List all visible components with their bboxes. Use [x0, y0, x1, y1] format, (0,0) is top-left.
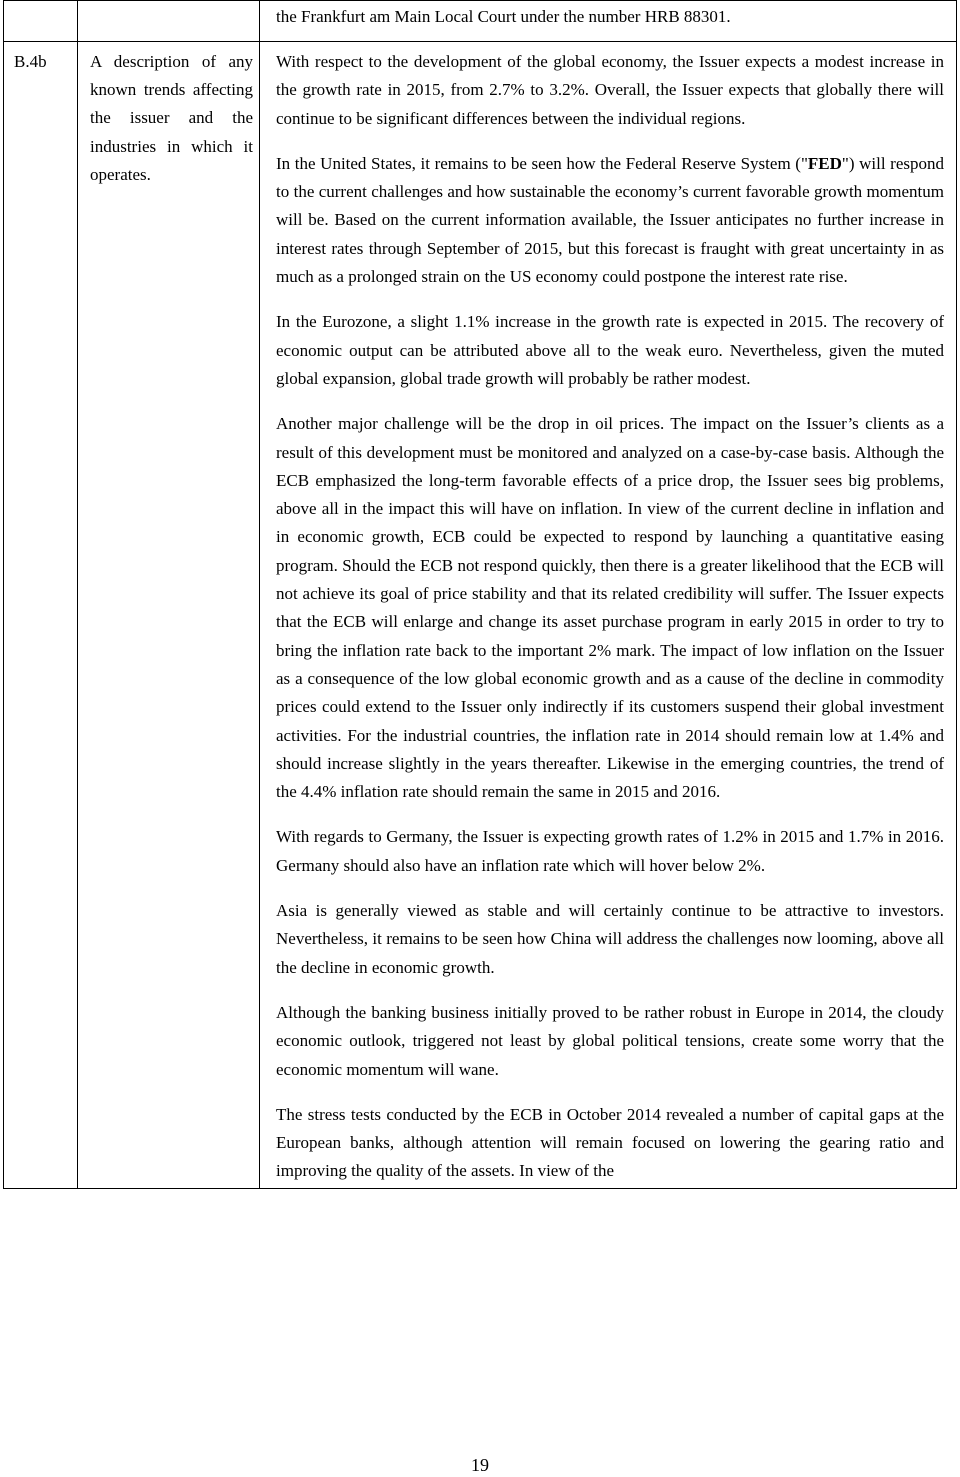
paragraph-global-economy: With respect to the development of the global economy, the Issuer expects a modest increase in the growth rate in 2015, from 2.7% to 3.2%. Overall, the Issuer expects that globally there will continue to be significant differences between the individual regions. [276, 52, 944, 128]
paragraph-united-states-end: ") will respond to the current challenges and how sustainable the economy’s current favorable growth momentum will be. Based on the current information available, the Issuer anticipates no further increase in interest rates through September of 2015, but this forecast is fraught with great uncertainty in as much as a prolonged strain on the US economy could postpone the interest rate rise. [276, 153, 944, 287]
table-row-b4b [4, 42, 957, 1189]
empty-id-cell [4, 1, 78, 42]
table-row-continued [4, 1, 957, 42]
paragraph-oil-prices: Another major challenge will be the drop in oil prices. The impact on the Issuer’s clients as a result of this development must be monitored and analyzed on a case-by-case basis. Although the ECB emphasized the long-term favorable effects of a price drop, the Issuer sees big problems, above all in the impact this will have on inflation. In view of the current decline in inflation and in economic growth, ECB could be expected to respond by launching a quantitative easing program. Should the ECB not respond quickly, then there is a greater likelihood that the ECB will not achieve its goal of price stability and that its related credibility will suffer. The Issuer expects that the ECB will enlarge and change its asset purchase program in early 2015 in order to try to bring the inflation rate back to the important 2% mark. The impact of low inflation on the Issuer as a consequence of the low global economic growth and as a cause of the decline in commodity prices could extend to the Issuer only indirectly if its customers suspend their global investment activities. For the industrial countries, the inflation rate in 2014 should remain low at 1.4% and should increase slightly in the years thereafter. Likewise in the emerging countries, the trend of the 4.4% inflation rate should remain the same in 2015 and 2016. [276, 414, 944, 802]
paragraph-asia: Asia is generally viewed as stable and will certainly continue to be attractive to investors. Nevertheless, it remains to be seen how China will address the challenges now looming, above all the decline in economic growth. [276, 901, 944, 977]
summary-table [3, 0, 957, 1189]
paragraph-united-states-start: In the United States, it remains to be seen how the Federal Reserve System (" [276, 153, 808, 173]
section-content-cell [260, 42, 957, 1189]
section-id-cell [4, 42, 78, 1189]
paragraph-eurozone: In the Eurozone, a slight 1.1% increase in the growth rate is expected in 2015. The recovery of economic output can be attributed above all to the weak euro. Nevertheless, given the muted global expansion, global trade growth will probably be rather modest. [276, 312, 944, 388]
fed-defined-term: FED [807, 153, 842, 173]
section-label-cell [78, 42, 260, 1189]
paragraph-banking-business: Although the banking business initially proved to be rather robust in Europe in 2014, the cloudy economic outlook, triggered not least by global political tensions, create some worry that the economic momentum will wane. [276, 1002, 944, 1079]
page-number: 19 [471, 1455, 489, 1475]
section-id: B.4b [14, 52, 47, 71]
continued-text: the Frankfurt am Main Local Court under the number HRB 88301. [276, 7, 731, 26]
empty-label-cell [78, 1, 260, 42]
paragraph-stress-tests: The stress tests conducted by the ECB in October 2014 revealed a number of capital gaps at the European banks, although attention will remain focused on lowering the gearing ratio and improving the quality of the assets. In view of the [276, 1104, 944, 1181]
section-label: A description of any known trends affecting the issuer and the industries in which it operates. [90, 52, 253, 184]
section-content [260, 42, 956, 1186]
paragraph-united-states [276, 150, 944, 291]
paragraph-germany: With regards to Germany, the Issuer is expecting growth rates of 1.2% in 2015 and 1.7% in 2016. Germany should also have an inflation rate which will hover below 2%. [276, 827, 944, 875]
continued-text-cell [260, 1, 957, 42]
